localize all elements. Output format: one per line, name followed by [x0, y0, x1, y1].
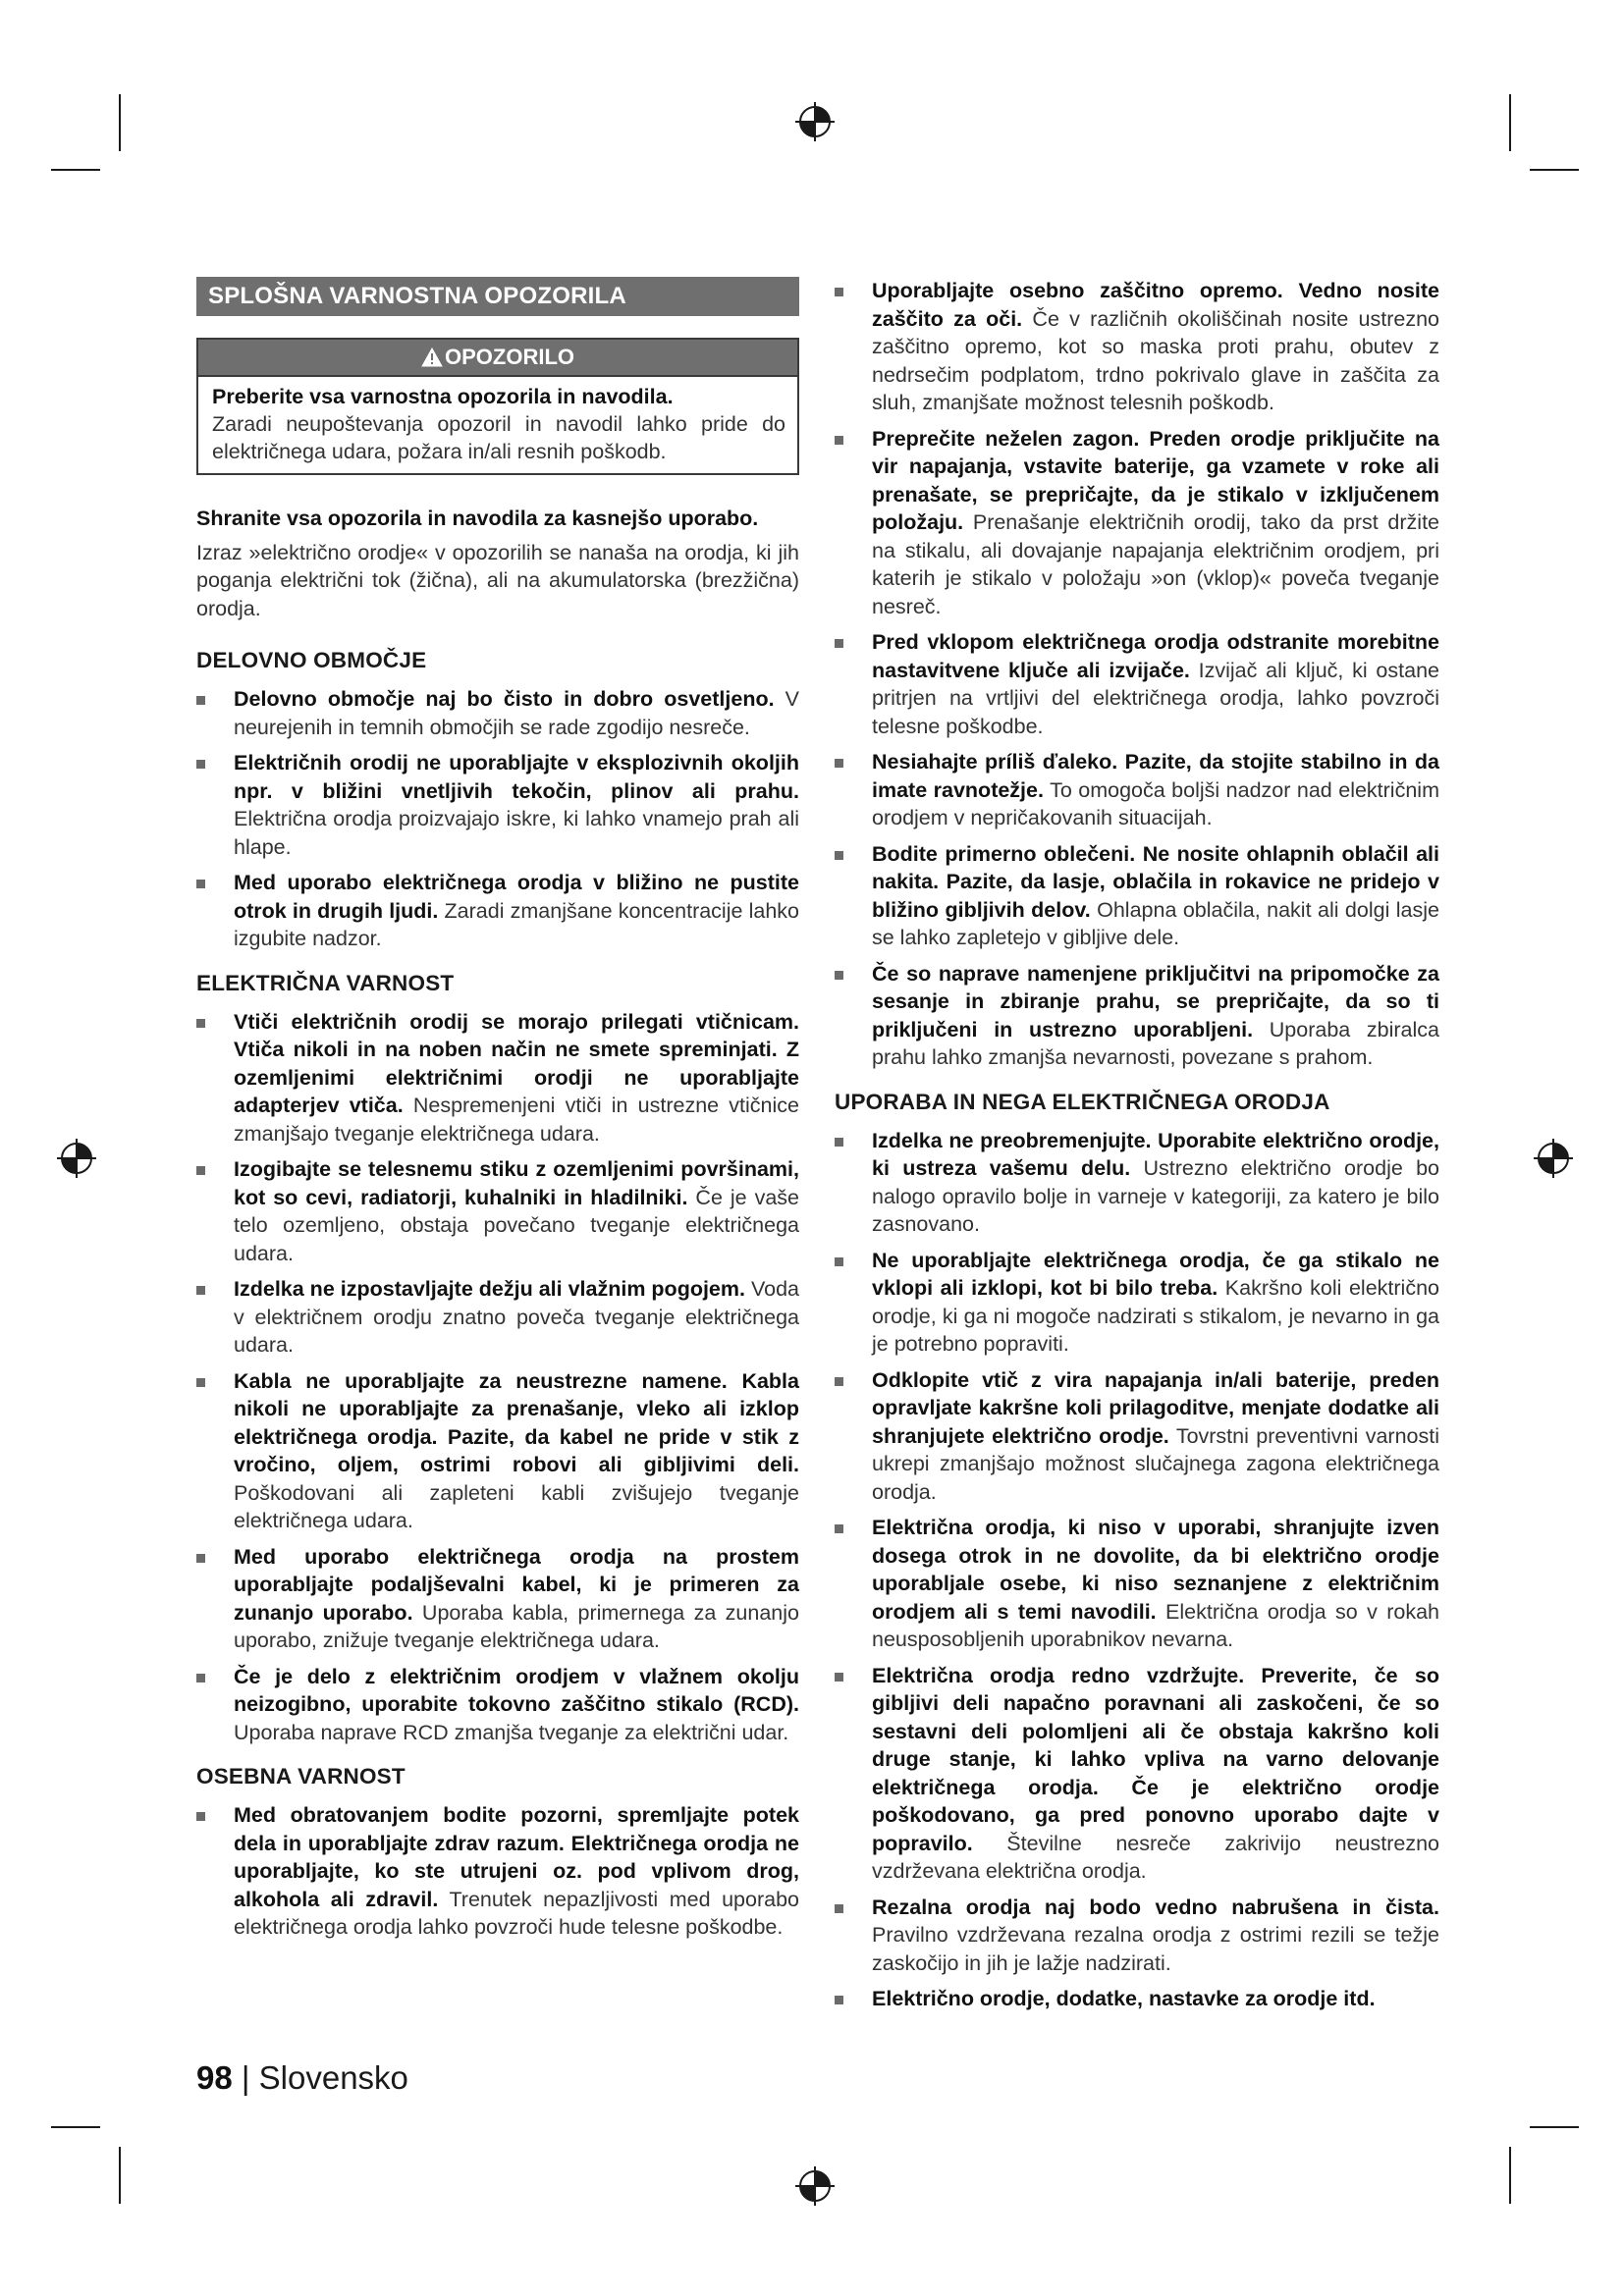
list-item: Vtiči električnih orodij se morajo prilegati vtičnicam. Vtiča nikoli in na noben način ne smete spreminjati. Z ozemljenimi električnimi orodji ne uporabljajte adapterjev vtiča. Nespremenjeni vtiči in ustrezne vtičnice zmanjšajo tveganje električnega udara.	[196, 1008, 799, 1148]
crop-mark	[119, 2147, 121, 2204]
list-item: Električno orodje, dodatke, nastavke za orodje itd.	[835, 1985, 1439, 2013]
list-item: Med uporabo električnega orodja na prostem uporabljajte podaljševalni kabel, ki je primeren za zunanjo uporabo. Uporaba kabla, primernega za zunanjo uporabo, znižuje tveganje električnega udara.	[196, 1543, 799, 1655]
list-item: Med uporabo električnega orodja v bližino ne pustite otrok in drugih ljudi. Zaradi zmanjšane koncentracije lahko izgubite nadzor.	[196, 869, 799, 953]
bullet-icon	[196, 1286, 205, 1295]
list-item: Preprečite neželen zagon. Preden orodje priključite na vir napajanja, vstavite baterije, ga vzamete v roke ali prenašate, se prepričajte, da je stikalo v izključenem položaju. Prenašanje električnih orodij, tako da prst držite na stikalu, ali dovajanje napajanja električnim orodjem, pri katerih je stikalo v položaju »on (vklop)« poveča tveganje nesreč.	[835, 425, 1439, 621]
list-item: Delovno območje naj bo čisto in dobro osvetljeno. V neurejenih in temnih območjih se rade zgodijo nesreče.	[196, 685, 799, 741]
crop-mark	[1530, 169, 1579, 171]
bullet-icon	[835, 1524, 843, 1533]
footer-language: Slovensko	[258, 2059, 408, 2096]
list-item: Električna orodja, ki niso v uporabi, shranjujte izven dosega otrok in ne dovolite, da bi električno orodje uporabljale osebe, ki niso seznanjene z električnim orodjem ali s temi navodili. Električna orodja so v rokah neusposobljenih uporabnikov nevarna.	[835, 1514, 1439, 1654]
heading-electrical-safety: ELEKTRIČNA VARNOST	[196, 970, 455, 995]
heading-personal-safety: OSEBNA VARNOST	[196, 1764, 406, 1789]
bullet-icon	[196, 880, 205, 888]
bullet-icon	[835, 971, 843, 980]
list-item: Uporabljajte osebno zaščitno opremo. Vedno nosite zaščito za oči. Če v različnih okoliščinah nosite ustrezno zaščitno opremo, kot so maska proti prahu, obutev z nedrsečim podplatom, trdno pokrivalo glave in zaščita za sluh, zmanjšate možnost telesnih poškodb.	[835, 277, 1439, 417]
page-number: 98	[196, 2059, 233, 2096]
bullet-icon	[196, 1378, 205, 1387]
use-and-care-list	[835, 1127, 1439, 2013]
bullet-icon	[835, 288, 843, 296]
footer-separator: |	[241, 2059, 250, 2096]
list-item: Izogibajte se telesnemu stiku z ozemljenimi površinami, kot so cevi, radiatorji, kuhalniki in hladilniki. Če je vaše telo ozemljeno, obstaja povečano tveganje električnega udara.	[196, 1155, 799, 1267]
crop-mark	[51, 169, 100, 171]
crop-mark	[1509, 94, 1511, 151]
work-area-list	[196, 685, 799, 953]
bullet-icon	[835, 1138, 843, 1147]
warning-body	[198, 377, 797, 473]
warning-box	[196, 338, 799, 475]
list-item: Izdelka ne preobremenjujte. Uporabite električno orodje, ki ustreza vašemu delu. Ustrezno električno orodje bo nalogo opravilo bolje in varneje v kategoriji, za katero je bilo zasnovano.	[835, 1127, 1439, 1239]
warning-title: OPOZORILO	[445, 345, 574, 369]
list-item: Električnih orodij ne uporabljajte v eksplozivnih okoljih npr. v bližini vnetljivih tekočin, plinov ali prahu. Električna orodja proizvajajo iskre, ki lahko vnamejo prah ali hlape.	[196, 749, 799, 861]
registration-mark-icon	[55, 1137, 98, 1180]
bullet-icon	[196, 1554, 205, 1563]
bullet-icon	[196, 760, 205, 769]
list-item: Nesiahajte príliš ďaleko. Pazite, da stojite stabilno in da imate ravnotežje. To omogoča boljši nadzor nad električnim orodjem v nepričakovanih situacijah.	[835, 748, 1439, 832]
bullet-icon	[835, 1996, 843, 2004]
list-item: Če so naprave namenjene priključitvi na pripomočke za sesanje in zbiranje prahu, se prepričajte, da so ti priključeni in ustrezno uporabljeni. Uporaba zbiralca prahu lahko zmanjša nevarnosti, povezane s prahom.	[835, 960, 1439, 1072]
bullet-icon	[196, 1674, 205, 1682]
keep-bold-text: Shranite vsa opozorila in navodila za kasnejšo uporabo.	[196, 507, 759, 530]
list-item: Če je delo z električnim orodjem v vlažnem okolju neizogibno, uporabite tokovno zaščitno stikalo (RCD). Uporaba naprave RCD zmanjša tveganje za električni udar.	[196, 1663, 799, 1747]
warning-triangle-icon	[421, 347, 443, 367]
list-item: Rezalna orodja naj bodo vedno nabrušena in čista. Pravilno vzdrževana rezalna orodja z ostrimi rezili se težje zaskočijo in jih je lažje nadzirati.	[835, 1894, 1439, 1978]
warning-bold-text: Preberite vsa varnostna opozorila in navodila.	[212, 385, 674, 408]
bullet-icon	[835, 1673, 843, 1682]
bullet-icon	[835, 1377, 843, 1386]
list-item: Pred vklopom električnega orodja odstranite morebitne nastavitvene ključe ali izvijače. Izvijač ali ključ, ki ostane pritrjen na vrtljivi del električnega orodja, lahko povzroči telesne poškodbe.	[835, 628, 1439, 740]
bullet-icon	[835, 639, 843, 648]
bullet-icon	[196, 1019, 205, 1028]
bullet-icon	[835, 759, 843, 768]
registration-mark-icon	[793, 100, 837, 143]
crop-mark	[119, 94, 121, 151]
bullet-icon	[835, 851, 843, 860]
electrical-safety-list	[196, 1008, 799, 1747]
keep-instructions	[196, 505, 799, 622]
list-item: Električna orodja redno vzdržujte. Preverite, če so gibljivi deli napačno poravnani ali zaskočeni, če so sestavni deli polomljeni ali če obstaja kakršno koli druge stanje, ki lahko vpliva na varno delovanje električnega orodja. Če je električno orodje poškodovano, ga pred ponovno uporabo dajte v popravilo. Številne nesreče zakrivijo neustrezno vzdrževana električna orodja.	[835, 1662, 1439, 1886]
list-item: Bodite primerno oblečeni. Ne nosite ohlapnih oblačil ali nakita. Pazite, da lasje, oblačila in rokavice ne pridejo v bližino gibljivih delov. Ohlapna oblačila, nakit ali dolgi lasje se lahko zapletejo v gibljive dele.	[835, 840, 1439, 952]
personal-safety-list-continued	[835, 277, 1439, 1072]
personal-safety-list	[196, 1801, 799, 1942]
list-item: Ne uporabljajte električnega orodja, če ga stikalo ne vklopi ali izklopi, kot bi bilo treba. Kakršno koli električno orodje, ki ga ni mogoče nadzirati s stikalom, je nevarno in ga je potrebno popraviti.	[835, 1247, 1439, 1359]
registration-mark-icon	[1532, 1137, 1575, 1180]
list-item: Odklopite vtič z vira napajanja in/ali baterije, preden opravljate kakršne koli prilagoditve, menjate dodatke ali shranjujete električno orodje. Tovrstni preventivni varnosti ukrepi zmanjšajo možnost slučajnega zagona električnega orodja.	[835, 1366, 1439, 1507]
keep-text: Izraz »električno orodje« v opozorilih se nanaša na orodja, ki jih poganja električni tok (žična), ali na akumulatorska (brezžična) orodja.	[196, 540, 799, 620]
bullet-icon	[196, 1812, 205, 1821]
list-item: Med obratovanjem bodite pozorni, spremljajte potek dela in uporabljajte zdrav razum. Električnega orodja ne uporabljajte, ko ste utrujeni oz. pod vplivom drog, alkohola ali zdravil. Trenutek nepazljivosti med uporabo električnega orodja lahko povzroči hude telesne poškodbe.	[196, 1801, 799, 1942]
crop-mark	[51, 2126, 100, 2128]
warning-header	[198, 340, 797, 377]
crop-mark	[1509, 2147, 1511, 2204]
registration-mark-icon	[793, 2164, 837, 2208]
heading-work-area: DELOVNO OBMOČJE	[196, 648, 427, 672]
heading-use-and-care: UPORABA IN NEGA ELEKTRIČNEGA ORODJA	[835, 1089, 1330, 1114]
bullet-icon	[196, 696, 205, 705]
bullet-icon	[835, 436, 843, 445]
bullet-icon	[835, 1257, 843, 1266]
right-column	[835, 277, 1439, 2021]
crop-mark	[1530, 2126, 1579, 2128]
section-title: SPLOŠNA VARNOSTNA OPOZORILA	[196, 277, 799, 316]
bullet-icon	[835, 1904, 843, 1913]
page-footer	[196, 2059, 408, 2097]
left-column	[196, 277, 799, 1949]
warning-text: Zaradi neupoštevanja opozoril in navodil lahko pride do električnega udara, požara in/ali resnih poškodb.	[212, 412, 785, 463]
list-item: Kabla ne uporabljajte za neustrezne namene. Kabla nikoli ne uporabljajte za prenašanje, vleko ali izklop električnega orodja. Pazite, da kabel ne pride v stik z vročino, oljem, ostrimi robovi ali gibljivimi deli. Poškodovani ali zapleteni kabli zvišujejo tveganje električnega udara.	[196, 1367, 799, 1535]
bullet-icon	[196, 1166, 205, 1175]
list-item: Izdelka ne izpostavljajte dežju ali vlažnim pogojem. Voda v električnem orodju znatno poveča tveganje električnega udara.	[196, 1275, 799, 1360]
